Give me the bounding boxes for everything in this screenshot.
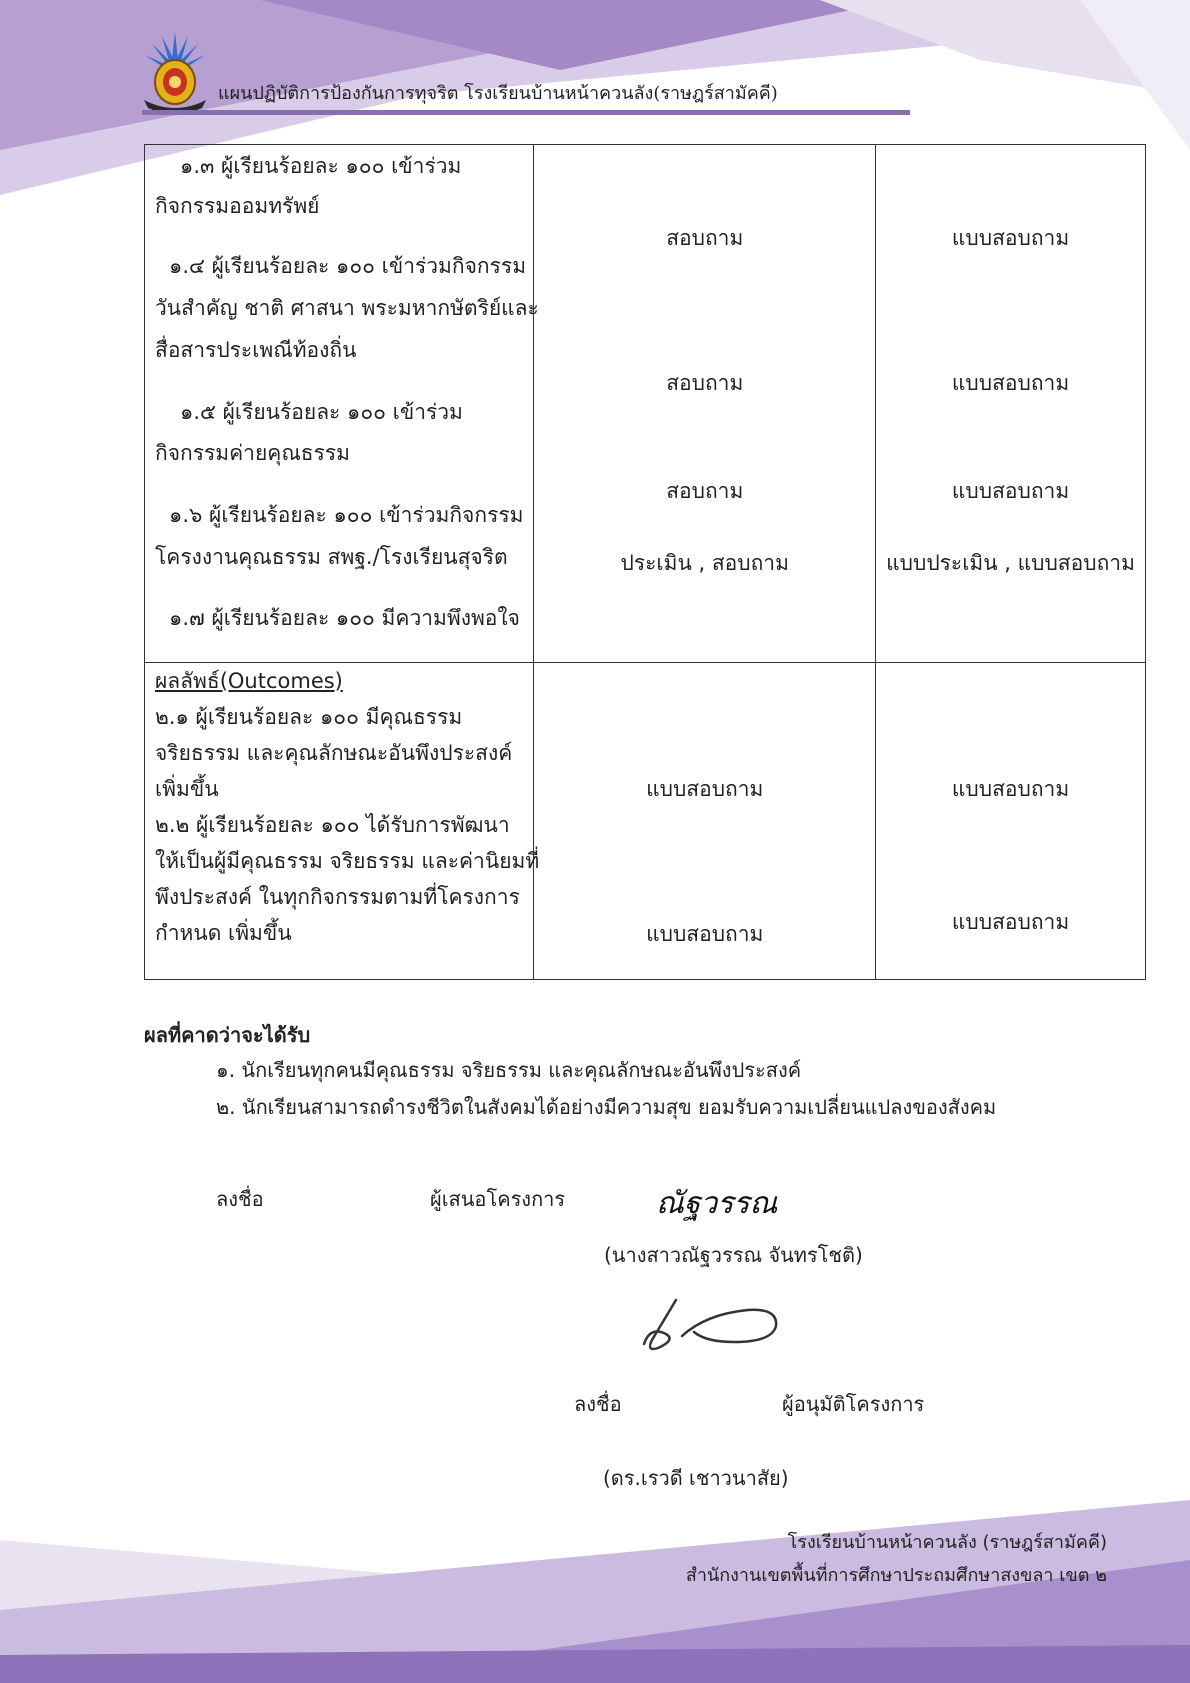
method-value: สอบถาม (666, 479, 744, 503)
indicator-line: กิจกรรมค่ายคุณธรรม (155, 441, 351, 465)
expected-result-item: ๑. นักเรียนทุกคนมีคุณธรรม จริยธรรม และคุณลักษณะอันพึงประสงค์ (216, 1058, 802, 1082)
footer-office-name: สำนักงานเขตพื้นที่การศึกษาประถมศึกษาสงขลา เขต ๒ (685, 1565, 1107, 1586)
header-title: แผนปฏิบัติการป้องกันการทุจริต โรงเรียนบ้านหน้าควนลัง(ราษฎร์สามัคคี) (218, 83, 778, 104)
indicator-line: กำหนด เพิ่มขึ้น (155, 921, 292, 945)
table-cell-indicators (145, 663, 540, 980)
table-cell-tools (876, 663, 1146, 980)
indicator-line: วันสำคัญ ชาติ ศาสนา พระมหากษัตริย์และ (155, 296, 539, 320)
method-value: ประเมิน , สอบถาม (620, 551, 789, 575)
outcomes-heading: ผลลัพธ์(Outcomes) (155, 669, 343, 693)
table-cell-methods (534, 145, 876, 663)
indicator-line: เพิ่มขึ้น (155, 777, 219, 801)
method-value: สอบถาม (666, 226, 744, 250)
approver-role: ผู้อนุมัติโครงการ (782, 1392, 925, 1416)
header-divider (142, 110, 910, 115)
expected-results-heading: ผลที่คาดว่าจะได้รับ (144, 1023, 311, 1047)
approver-signature-image (636, 1296, 782, 1358)
table-cell-indicators (145, 145, 539, 663)
proposer-full-name: (นางสาวณัฐวรรณ จันทรโชติ) (604, 1243, 863, 1267)
table-cell-methods (534, 663, 876, 980)
proposer-sign-label: ลงชื่อ (216, 1187, 264, 1211)
footer-school-name: โรงเรียนบ้านหน้าควนลัง (ราษฎร์สามัคคี) (787, 1532, 1107, 1553)
table-cell-tools (876, 145, 1146, 663)
tool-value: แบบสอบถาม (951, 910, 1070, 934)
approver-sign-label: ลงชื่อ (574, 1392, 622, 1416)
indicator-table (144, 144, 1146, 980)
table-row (145, 663, 1146, 980)
indicator-line: ๑.๓ ผู้เรียนร้อยละ ๑๐๐ เข้าร่วม (180, 154, 462, 178)
tool-value: แบบสอบถาม (951, 777, 1070, 801)
method-value: สอบถาม (666, 371, 744, 395)
tool-value: แบบสอบถาม (951, 479, 1070, 503)
approver-full-name: (ดร.เรวดี เชาวนาสัย) (603, 1466, 789, 1490)
indicator-line: ๒.๒ ผู้เรียนร้อยละ ๑๐๐ ได้รับการพัฒนา (155, 813, 510, 837)
indicator-line: ๑.๔ ผู้เรียนร้อยละ ๑๐๐ เข้าร่วมกิจกรรม (169, 254, 527, 278)
school-emblem-logo (140, 30, 210, 112)
indicator-line: ๑.๗ ผู้เรียนร้อยละ ๑๐๐ มีความพึงพอใจ (169, 606, 520, 630)
expected-result-item: ๒. นักเรียนสามารถดำรงชีวิตในสังคมได้อย่างมีความสุข ยอมรับความเปลี่ยนแปลงของสังคม (216, 1095, 997, 1119)
method-value: แบบสอบถาม (646, 922, 764, 946)
proposer-handwritten-signature: ณัฐวรรณ (656, 1186, 778, 1221)
tool-value: แบบสอบถาม (951, 371, 1070, 395)
tool-value: แบบประเมิน , แบบสอบถาม (886, 551, 1135, 575)
indicator-line: ๑.๕ ผู้เรียนร้อยละ ๑๐๐ เข้าร่วม (180, 400, 463, 424)
proposer-role: ผู้เสนอโครงการ (430, 1187, 566, 1211)
table-row (145, 145, 1146, 663)
indicator-line: สื่อสารประเพณีท้องถิ่น (155, 338, 357, 362)
tool-value: แบบสอบถาม (951, 226, 1070, 250)
indicator-line: ให้เป็นผู้มีคุณธรรม จริยธรรม และค่านิยมที่ (155, 849, 540, 873)
indicator-line: กิจกรรมออมทรัพย์ (155, 194, 320, 218)
indicator-line: พึงประสงค์ ในทุกกิจกรรมตามที่โครงการ (155, 885, 520, 909)
method-value: แบบสอบถาม (646, 777, 764, 801)
indicator-line: ๒.๑ ผู้เรียนร้อยละ ๑๐๐ มีคุณธรรม (155, 705, 463, 729)
indicator-line: ๑.๖ ผู้เรียนร้อยละ ๑๐๐ เข้าร่วมกิจกรรม (169, 503, 524, 527)
indicator-line: โครงงานคุณธรรม สพฐ./โรงเรียนสุจริต (155, 545, 508, 569)
indicator-line: จริยธรรม และคุณลักษณะอันพึงประสงค์ (155, 741, 513, 765)
